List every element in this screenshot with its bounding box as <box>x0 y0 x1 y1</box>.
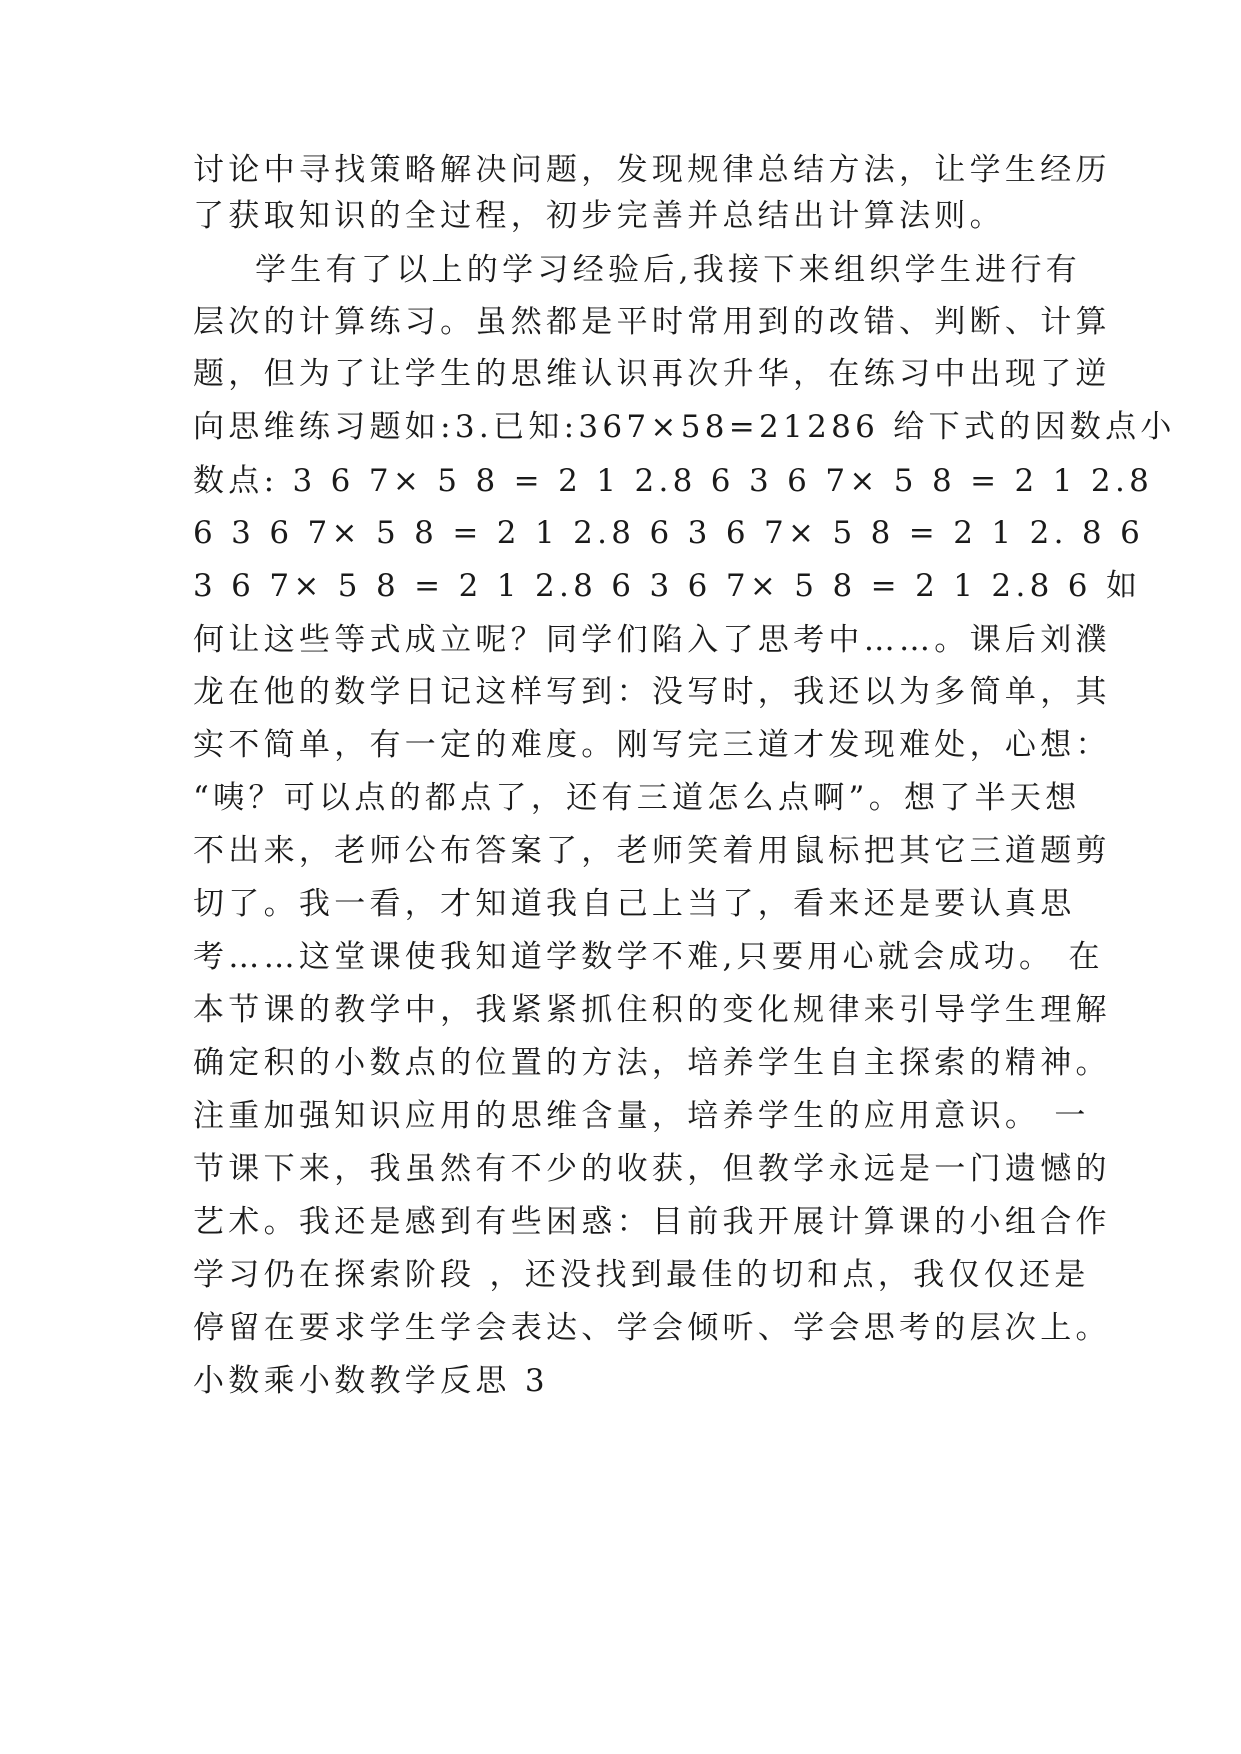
text-line: 确定积的小数点的位置的方法，培养学生自主探索的精神。 <box>193 1045 1111 1081</box>
text-line: 切了。我一看，才知道我自己上当了，看来还是要认真思 <box>193 886 1076 922</box>
paragraph-first-line: 学生有了以上的学习经验后,我接下来组织学生进行有 <box>255 252 1082 288</box>
text-line: 数点: 3 6 7× 5 8 = 2 1 2.8 6 3 6 7× 5 8 = 2 1 2.8 <box>193 463 1154 499</box>
text-line: 3 6 7× 5 8 = 2 1 2.8 6 3 6 7× 5 8 = 2 1 2.8 6 如 <box>193 568 1142 604</box>
text-line: 考……这堂课使我知道学数学不难,只要用心就会成功。 在 <box>193 939 1104 975</box>
text-line: 节课下来，我虽然有不少的收获，但教学永远是一门遗憾的 <box>193 1151 1111 1187</box>
text-line: 注重加强知识应用的思维含量，培养学生的应用意识。 一 <box>193 1098 1090 1134</box>
text-line: 不出来，老师公布答案了，老师笑着用鼠标把其它三道题剪 <box>193 833 1111 869</box>
section-heading: 小数乘小数教学反思 3 <box>193 1363 549 1399</box>
text-line: 龙在他的数学日记这样写到：没写时，我还以为多简单，其 <box>193 674 1111 710</box>
text-line: 艺术。我还是感到有些困惑：目前我开展计算课的小组合作 <box>193 1204 1111 1240</box>
text-line: 学习仍在探索阶段 ，还没找到最佳的切和点，我仅仅还是 <box>193 1257 1090 1293</box>
text-line: 6 3 6 7× 5 8 = 2 1 2.8 6 3 6 7× 5 8 = 2 1 2. 8 6 <box>193 515 1145 551</box>
text-line: 本节课的教学中，我紧紧抓住积的变化规律来引导学生理解 <box>193 992 1111 1028</box>
text-line: 题，但为了让学生的思维认识再次升华，在练习中出现了逆 <box>193 356 1111 392</box>
text-line: 停留在要求学生学会表达、学会倾听、学会思考的层次上。 <box>193 1310 1111 1346</box>
text-line: 向思维练习题如:3.已知:367×58=21286 给下式的因数点小 <box>193 409 1176 445</box>
text-line: 了获取知识的全过程，初步完善并总结出计算法则。 <box>193 198 1005 234</box>
text-line: 何让这些等式成立呢？同学们陷入了思考中……。课后刘濮 <box>193 622 1111 658</box>
text-line: 实不简单，有一定的难度。刚写完三道才发现难处，心想： <box>193 727 1111 763</box>
text-line: 讨论中寻找策略解决问题，发现规律总结方法，让学生经历 <box>193 152 1111 188</box>
text-line: 层次的计算练习。虽然都是平时常用到的改错、判断、计算 <box>193 304 1111 340</box>
text-line: “咦？可以点的都点了，还有三道怎么点啊”。想了半天想 <box>193 780 1081 816</box>
